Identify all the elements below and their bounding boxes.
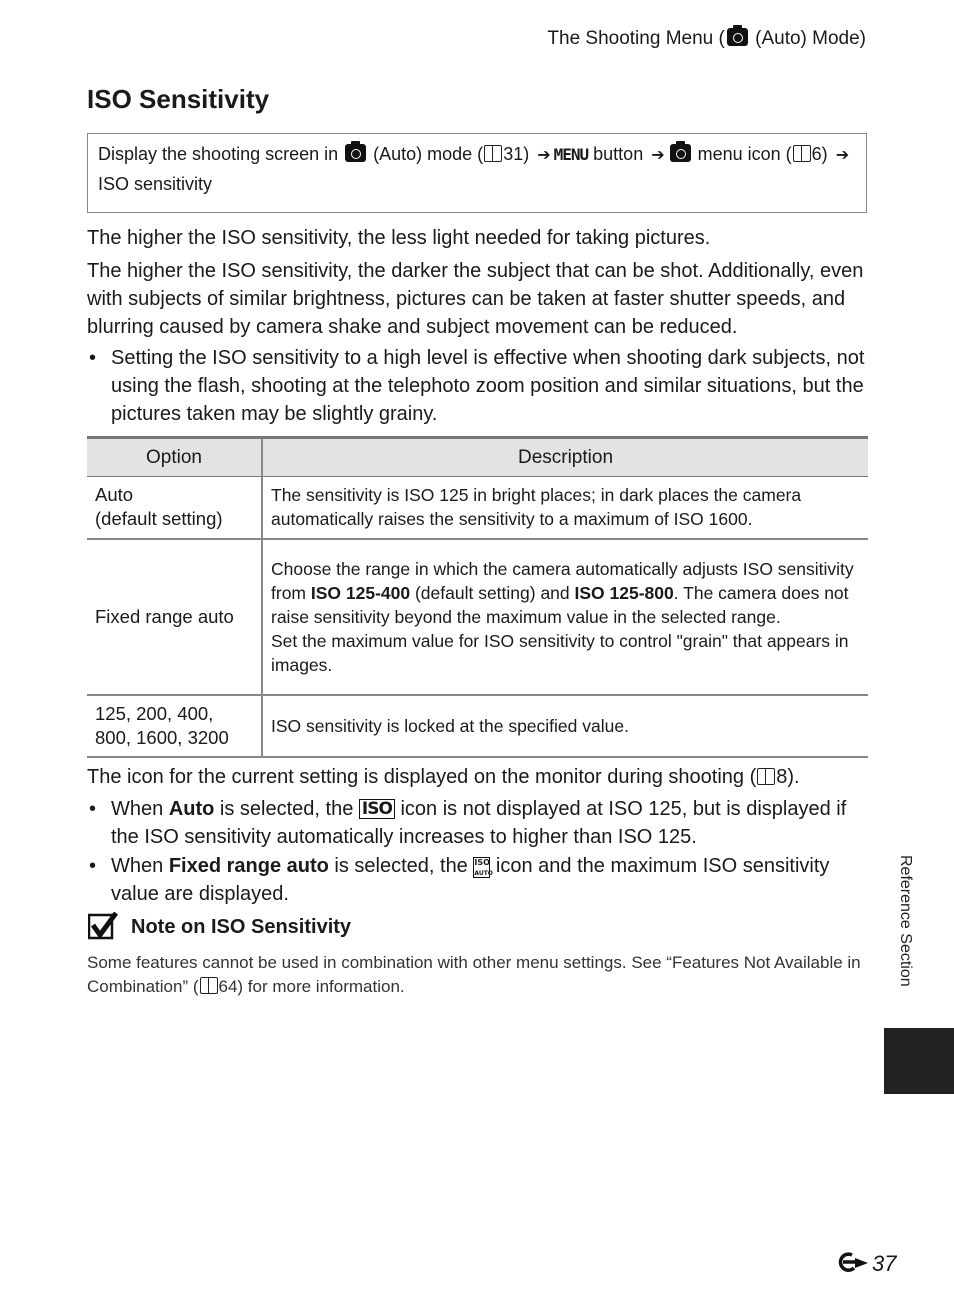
section-tab [884,1028,954,1094]
description-cell: Choose the range in which the camera automatically adjusts ISO sensitivity from ISO 125-400 (default setting) and ISO 125-800. The camera does not raise sensitivity beyond the maximum value in the selected range. Set the maximum value for ISO sensitivity to control "grain" that appears in images. [262,539,868,695]
option-cell: Auto (default setting) [87,477,262,539]
option-cell: Fixed range auto [87,539,262,695]
option-cell: 125, 200, 400, 800, 1600, 3200 [87,695,262,757]
e-section-icon [838,1252,872,1274]
icon-display-paragraph: The icon for the current setting is displayed on the monitor during shooting ( 8). [87,766,800,788]
description-cell: ISO sensitivity is locked at the specified value. [262,695,868,757]
note-text: Some features cannot be used in combination with other menu settings. See “Features Not Available in Combination” ( 64) for more information. [87,953,861,996]
page-title: ISO Sensitivity [87,84,270,114]
options-table [87,436,868,758]
bullet-grainy: • Setting the ISO sensitivity to a high level is effective when shooting dark subjects, not using the flash, shooting at the telephoto zoom position and similar situations, but the pictures taken may be slightly grainy. [87,344,867,428]
table-header-row [87,438,868,477]
running-header: The Shooting Menu ( (Auto) Mode) [547,28,866,49]
page-link[interactable]: 31) [503,144,530,164]
book-reference-icon [757,768,775,785]
page-link[interactable]: 6) [811,144,828,164]
camera-icon [345,144,366,162]
camera-icon [727,28,748,46]
book-reference-icon [200,977,218,994]
arrow-right-icon: ➔ [651,147,665,164]
section-side-label: Reference Section [897,855,914,987]
intro-paragraph-1: The higher the ISO sensitivity, the less light needed for taking pictures. [87,227,711,249]
table-row-fixed-values [87,695,868,757]
page-link[interactable]: 64) for more information. [218,977,405,996]
book-reference-icon [484,145,502,162]
arrow-right-icon: ➔ [835,147,850,164]
arrow-right-icon: ➔ [537,147,551,164]
page-link[interactable]: 8). [776,766,800,788]
camera-icon [670,144,691,162]
iso-icon: ISO [359,799,395,819]
intro-paragraph-2: The higher the ISO sensitivity, the darker the subject that can be shot. Additionally, even with subjects of similar brightness, pictures can be taken at faster shutter speeds, and blurring caused by camera shake and subject movement can be reduced. [87,260,864,338]
bullet-fixed-range-icon: • When Fixed range auto is selected, the ISO AUTO icon and the maximum ISO sensitivity value are displayed. [87,852,867,908]
menu-button-label: MENU [553,145,589,164]
description-cell: The sensitivity is ISO 125 in bright places; in dark places the camera automatically raises the sensitivity to a maximum of ISO 1600. [262,477,868,539]
column-header-description: Description [262,438,868,477]
column-header-option: Option [87,438,262,477]
page-number: 37 [838,1251,896,1277]
table-row-auto [87,477,868,539]
book-reference-icon [793,145,811,162]
note-title: Note on ISO Sensitivity [131,916,352,938]
iso-auto-icon: ISO AUTO [474,858,493,877]
bullet-auto-icon: • When Auto is selected, the ISO icon is not displayed at ISO 125, but is displayed if the ISO sensitivity automatically increases to higher than ISO 125. [87,795,867,851]
navigation-path-box: Display the shooting screen in (Auto) mode ( 31) ➔ MENU button ➔ menu icon ( 6) ➔ ISO sensitivity [87,133,867,213]
table-row-fixed-range-auto [87,539,868,695]
note-check-icon [88,912,118,940]
